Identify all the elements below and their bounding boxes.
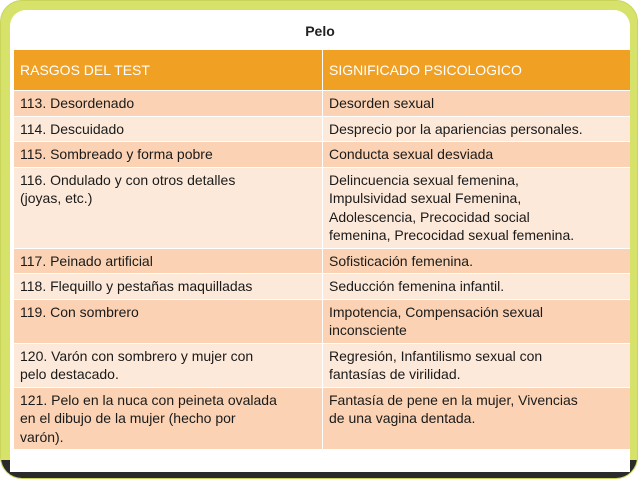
cell-rasgo: [14, 142, 323, 168]
slide-title: Pelo: [305, 23, 335, 39]
header-rasgos: RASGOS DEL TEST: [14, 50, 323, 91]
cell-text-line: en el dibujo de la mujer (hecho por: [20, 410, 236, 426]
cell-text-line: Fantasía de pene en la mujer, Vivencias: [329, 391, 578, 408]
cell-significado: [323, 248, 631, 274]
cell-text-line: (joyas, etc.): [20, 190, 93, 206]
cell-rasgo: [14, 299, 323, 343]
cell-text-line: Conducta sexual desviada: [329, 146, 494, 162]
cell-text-line: Sofisticación femenina.: [329, 252, 473, 269]
traits-table: [13, 49, 630, 450]
cell-text-line: fantasías de virilidad.: [329, 366, 461, 382]
cell-text-line: Impulsividad sexual Femenina,: [329, 190, 522, 206]
table-row: [14, 387, 631, 450]
cell-text-line: Impotencia, Compensación sexual: [329, 303, 544, 320]
table-row: [14, 116, 631, 142]
cell-significado: [323, 299, 631, 343]
cell-text-line: 113. Desordenado: [20, 95, 135, 111]
slide-sheet: [10, 10, 630, 472]
cell-significado: [323, 142, 631, 168]
cell-text-line: Regresión, Infantilismo sexual con: [329, 347, 543, 364]
cell-text-line: 114. Descuidado: [20, 120, 125, 137]
cell-text-line: 117. Peinado artificial: [20, 252, 153, 269]
cell-text-line: 119. Con sombrero: [20, 303, 139, 320]
cell-text-line: de una vagina dentada.: [329, 410, 476, 426]
cell-text-line: Seducción femenina infantil.: [329, 278, 505, 294]
cell-rasgo: [14, 343, 323, 387]
cell-rasgo: [14, 116, 323, 142]
cell-significado: [323, 167, 631, 248]
table-body: [14, 91, 631, 450]
cell-text-line: 116. Ondulado y con otros detalles: [20, 171, 236, 188]
cell-text-line: Desorden sexual: [329, 95, 435, 111]
cell-text-line: femenina, Precocidad sexual femenina.: [329, 227, 575, 243]
cell-significado: [323, 274, 631, 300]
cell-rasgo: [14, 248, 323, 274]
cell-significado: [323, 91, 631, 117]
cell-text-line: 120. Varón con sombrero y mujer con: [20, 347, 254, 364]
cell-rasgo: [14, 91, 323, 117]
cell-text-line: pelo destacado.: [20, 366, 119, 382]
table-row: [14, 248, 631, 274]
cell-significado: [323, 116, 631, 142]
cell-text-line: Adolescencia, Precocidad social: [329, 208, 530, 225]
table-row: [14, 142, 631, 168]
table-row: [14, 299, 631, 343]
cell-text-line: 121. Pelo en la nuca con peineta ovalada: [20, 391, 277, 408]
cell-rasgo: [14, 274, 323, 300]
cell-significado: [323, 387, 631, 450]
cell-rasgo: [14, 387, 323, 450]
cell-text-line: inconsciente: [329, 322, 407, 338]
cell-rasgo: [14, 167, 323, 248]
table-row: [14, 274, 631, 300]
cell-text-line: 118. Flequillo y pestañas maquilladas: [20, 278, 253, 294]
cell-significado: [323, 343, 631, 387]
header-significado: SIGNIFICADO PSICOLOGICO: [323, 50, 631, 91]
table-row: [14, 91, 631, 117]
cell-text-line: Desprecio por la apariencias personales.: [329, 120, 583, 137]
cell-text-line: Delincuencia sexual femenina,: [329, 171, 519, 188]
cell-text-line: 115. Sombreado y forma pobre: [20, 146, 213, 162]
cell-text-line: varón).: [20, 428, 64, 445]
table-row: [14, 343, 631, 387]
table-header-row: [14, 50, 631, 91]
table-row: [14, 167, 631, 248]
